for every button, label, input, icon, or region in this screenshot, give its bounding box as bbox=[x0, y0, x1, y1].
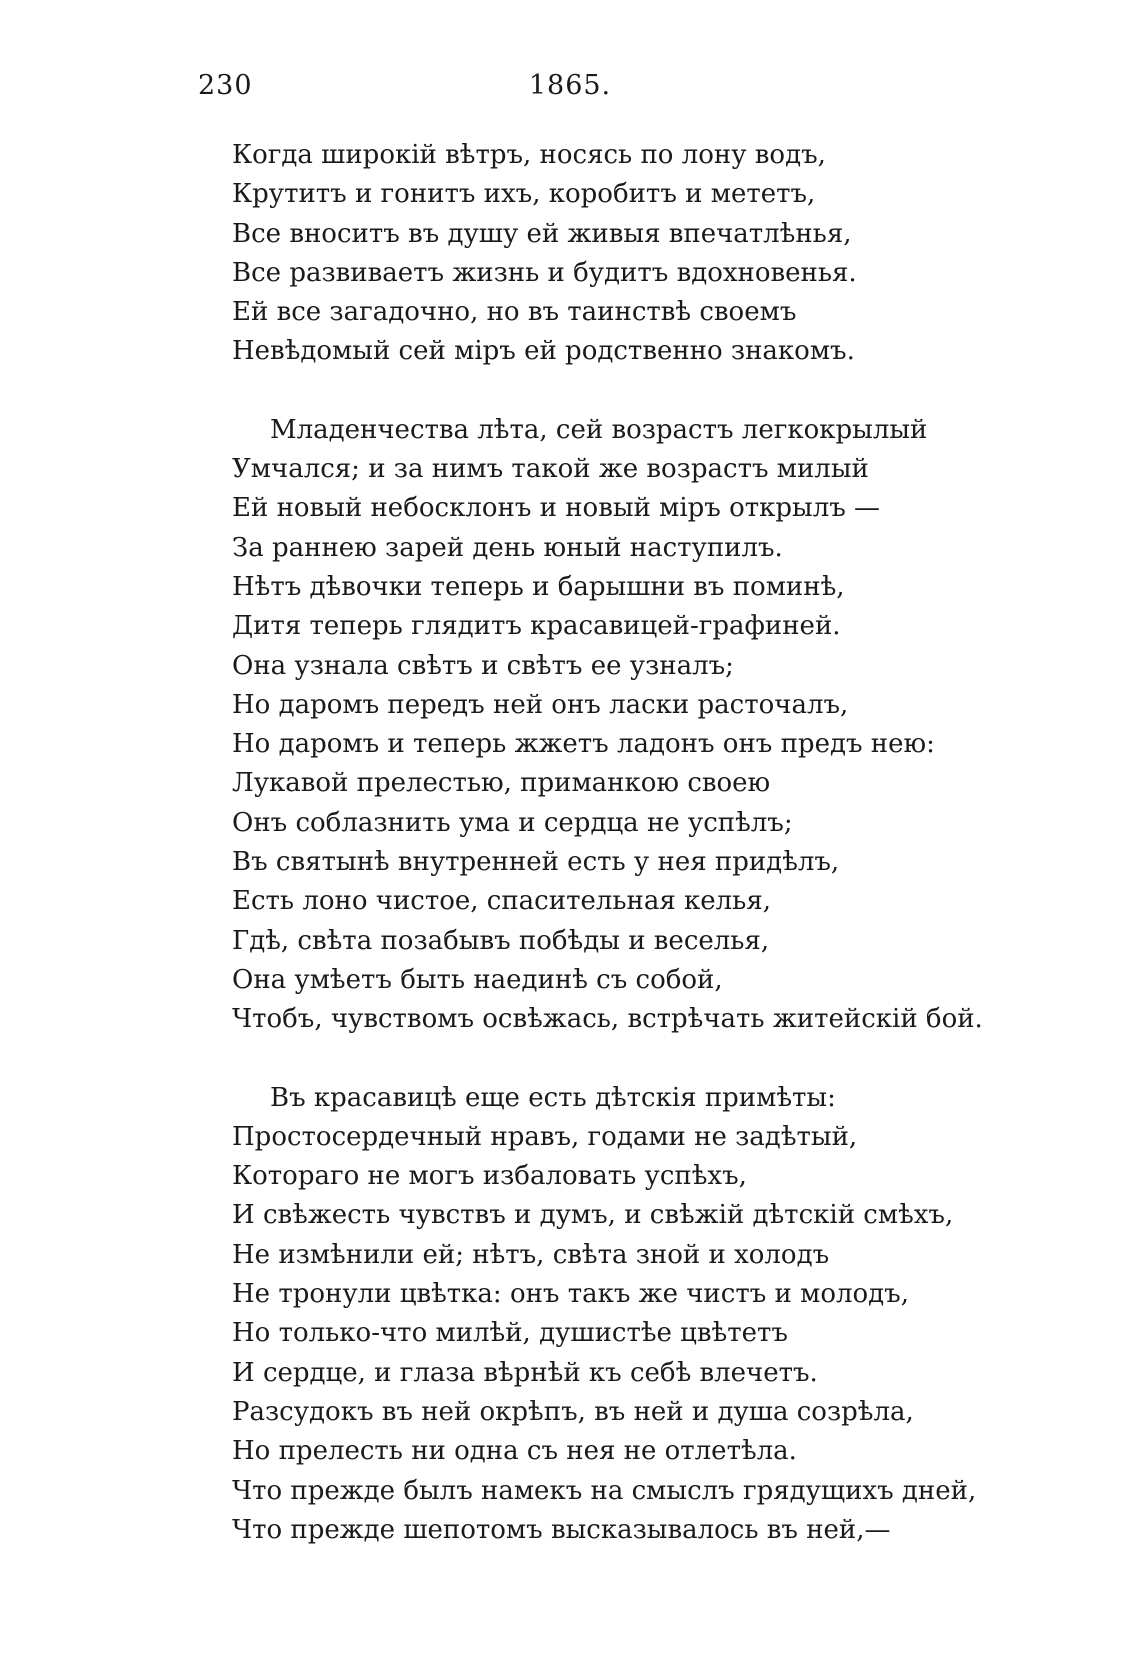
verse-line: Все развиваетъ жизнь и будитъ вдохновенья. bbox=[232, 257, 857, 288]
verse-line: Младенчества лѣта, сей возрастъ легкокрылый bbox=[270, 414, 928, 445]
verse-line: Дитя теперь глядитъ красавицей-графиней. bbox=[232, 611, 841, 642]
verse-line: Невѣдомый сей міръ ей родственно знакомъ. bbox=[232, 336, 855, 367]
stanza bbox=[232, 1079, 983, 1551]
verse-line: Все вноситъ въ душу ей живыя впечатлѣнья, bbox=[232, 218, 852, 249]
verse-line: Простосердечный нравъ, годами не задѣтый, bbox=[232, 1121, 858, 1152]
verse-line: Крутитъ и гонитъ ихъ, коробитъ и мететъ, bbox=[232, 179, 816, 210]
verse-line: Что прежде былъ намекъ на смыслъ грядущихъ дней, bbox=[232, 1475, 977, 1506]
verse-line: Разсудокъ въ ней окрѣпъ, въ ней и душа созрѣла, bbox=[232, 1396, 914, 1427]
verse-line: Не тронули цвѣтка: онъ такъ же чистъ и молодъ, bbox=[232, 1279, 909, 1310]
verse-line: Не измѣнили ей; нѣтъ, свѣта зной и холодъ bbox=[232, 1239, 830, 1270]
stanza bbox=[232, 136, 983, 372]
verse-line: Нѣтъ дѣвочки теперь и барышни въ поминѣ, bbox=[232, 571, 845, 602]
verse-line: Но прелесть ни одна съ нея не отлетѣла. bbox=[232, 1436, 797, 1467]
verse-line: Ей все загадочно, но въ таинствѣ своемъ bbox=[232, 297, 797, 328]
verse-line: Но даромъ и теперь жжетъ ладонъ онъ предъ нею: bbox=[232, 729, 935, 760]
verse-line: Гдѣ, свѣта позабывъ побѣды и веселья, bbox=[232, 925, 770, 956]
verse-line: Чтобъ, чувствомъ освѣжась, встрѣчать житейскій бой. bbox=[232, 1004, 983, 1035]
verse-line: За раннею зарей день юный наступилъ. bbox=[232, 532, 783, 563]
verse-line: Онъ соблазнить ума и сердца не успѣлъ; bbox=[232, 807, 793, 838]
page-number: 230 bbox=[198, 70, 253, 101]
verse-line: Но даромъ передъ ней онъ ласки расточалъ, bbox=[232, 689, 849, 720]
verse-line: Умчался; и за нимъ такой же возрастъ милый bbox=[232, 454, 869, 485]
verse-line: Есть лоно чистое, спасительная келья, bbox=[232, 886, 771, 917]
verse-line: И свѣжесть чувствъ и думъ, и свѣжій дѣтскій смѣхъ, bbox=[232, 1200, 954, 1231]
running-head-year: 1865. bbox=[528, 70, 612, 101]
verse-line: Въ святынѣ внутренней есть у нея придѣлъ, bbox=[232, 847, 840, 878]
verse-line: Когда широкій вѣтръ, носясь по лону водъ, bbox=[232, 140, 826, 170]
verse-line: Въ красавицѣ еще есть дѣтскія примѣты: bbox=[270, 1082, 836, 1113]
stanza bbox=[232, 411, 983, 1040]
verse-line: Она умѣетъ быть наединѣ съ собой, bbox=[232, 964, 723, 995]
verse-line: Но только-что милѣй, душистѣе цвѣтетъ bbox=[232, 1318, 788, 1349]
verse-line: Она узнала свѣтъ и свѣтъ ее узналъ; bbox=[232, 650, 734, 681]
verse-line: Что прежде шепотомъ высказывалось въ ней,— bbox=[232, 1514, 891, 1545]
poem-text bbox=[232, 136, 983, 1550]
verse-line: И сердце, и глаза вѣрнѣй къ себѣ влечетъ. bbox=[232, 1357, 818, 1388]
verse-line: Котораго не могъ избаловать успѣхъ, bbox=[232, 1161, 747, 1192]
verse-line: Ей новый небосклонъ и новый міръ открылъ — bbox=[232, 493, 881, 524]
verse-line: Лукавой прелестью, приманкою своею bbox=[232, 768, 771, 799]
